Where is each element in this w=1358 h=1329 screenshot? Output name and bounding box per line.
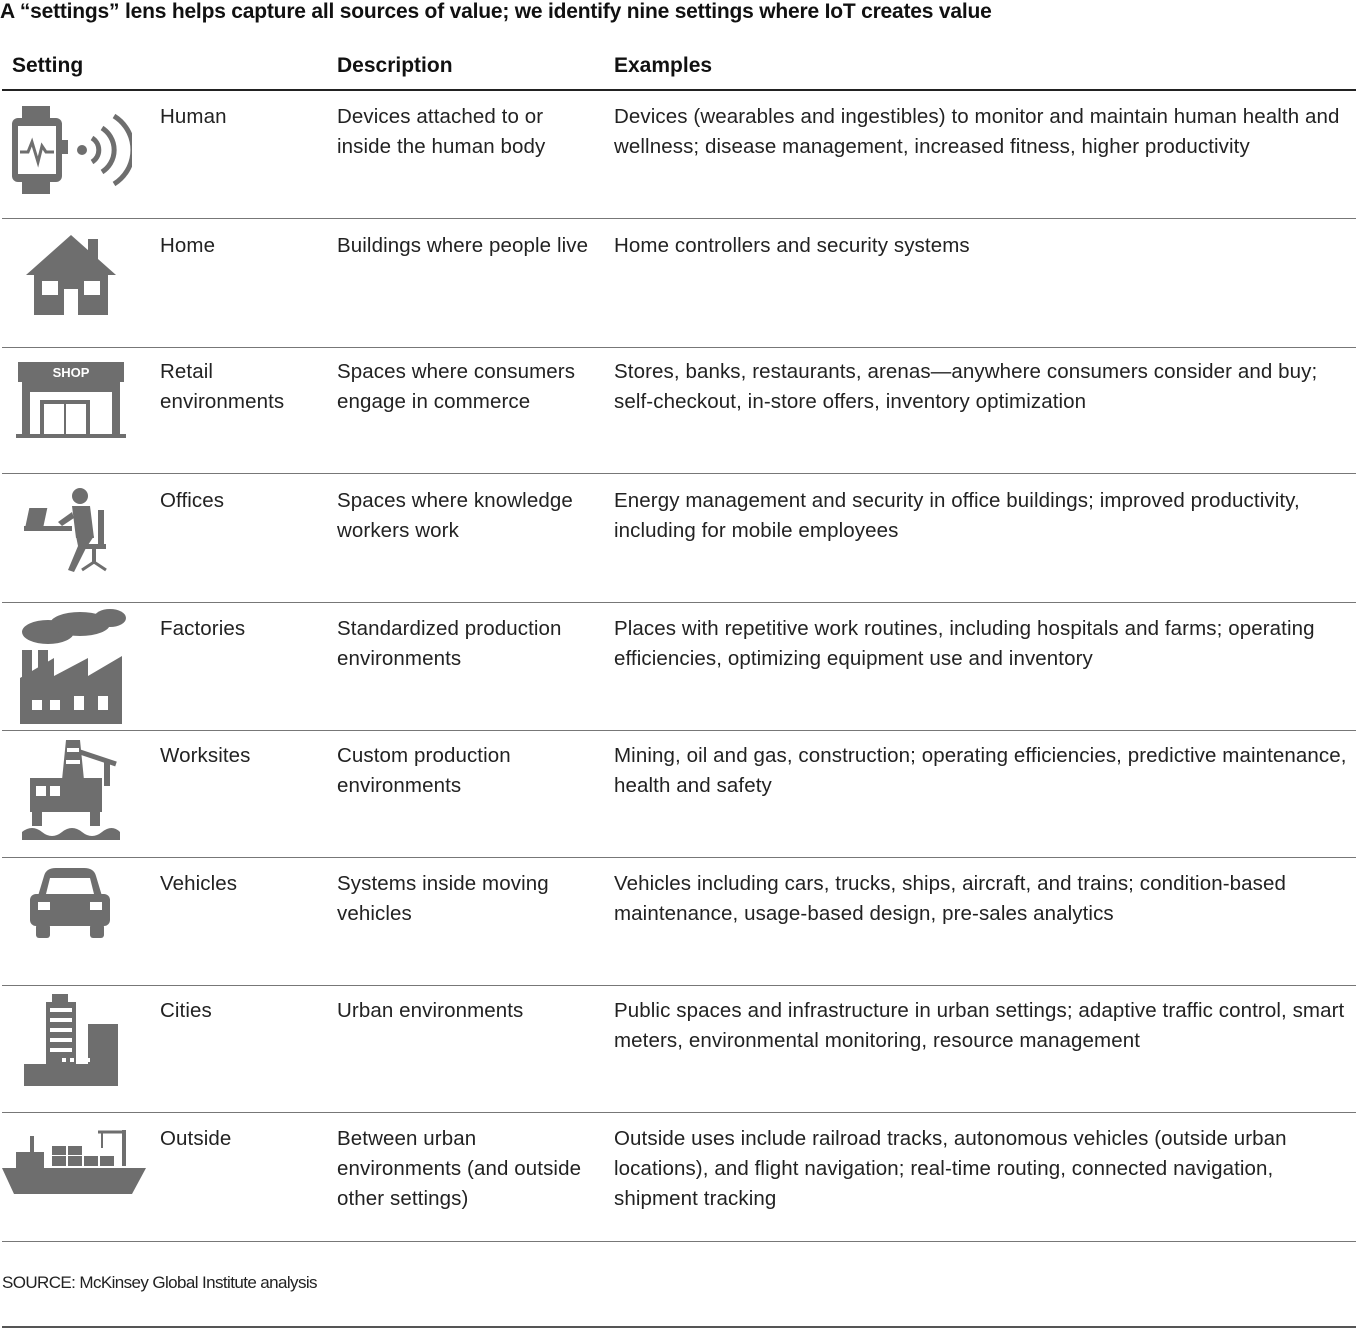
factory-icon (18, 608, 126, 729)
setting-description: Buildings where people live (337, 234, 589, 257)
setting-description: Standardized production environments (337, 617, 562, 670)
setting-name: Cities (160, 999, 212, 1022)
setting-description: Between urban environments (and outside other settings) (337, 1127, 582, 1210)
setting-description: Urban environments (337, 999, 524, 1022)
setting-examples: Vehicles including cars, trucks, ships, aircraft, and trains; condition-based maintenance, usage-based design, pre-sales analytics (614, 872, 1286, 925)
setting-examples: Public spaces and infrastructure in urban settings; adaptive traffic control, smart meters, environmental monitoring, resource management (614, 999, 1345, 1052)
car-icon (28, 866, 112, 945)
shop-icon (16, 362, 126, 443)
header-examples: Examples (614, 54, 713, 77)
row-divider (2, 1241, 1356, 1242)
setting-name: Human (160, 105, 227, 128)
cargo-ship-icon (2, 1128, 146, 1205)
setting-name: Retail environments (160, 360, 285, 413)
setting-name: Worksites (160, 744, 251, 767)
header-setting: Setting (12, 54, 84, 77)
setting-examples: Home controllers and security systems (614, 234, 970, 257)
header-description: Description (337, 54, 453, 77)
office-worker-icon (24, 486, 118, 579)
header-rule (2, 89, 1356, 91)
row-divider (2, 730, 1356, 731)
setting-description: Custom production environments (337, 744, 511, 797)
footer-rule (2, 1326, 1356, 1328)
setting-description: Spaces where consumers engage in commerce (337, 360, 576, 413)
row-divider (2, 857, 1356, 858)
house-icon (24, 233, 118, 322)
setting-name: Vehicles (160, 872, 238, 895)
setting-name: Outside (160, 1127, 232, 1150)
page-title: A “settings” lens helps capture all sources of value; we identify nine settings where IoT creates value (0, 0, 992, 23)
setting-name: Offices (160, 489, 225, 512)
row-divider (2, 473, 1356, 474)
setting-name: Factories (160, 617, 246, 640)
setting-description: Spaces where knowledge workers work (337, 489, 573, 542)
setting-examples: Energy management and security in office buildings; improved productivity, including for mobile employees (614, 489, 1300, 542)
row-divider (2, 218, 1356, 219)
setting-examples: Mining, oil and gas, construction; operating efficiencies, predictive maintenance, health and safety (614, 744, 1347, 797)
row-divider (2, 1112, 1356, 1113)
source-note: SOURCE: McKinsey Global Institute analysis (2, 1273, 317, 1292)
oil-rig-icon (20, 740, 120, 845)
setting-description: Systems inside moving vehicles (337, 872, 549, 925)
smartwatch-icon (8, 104, 132, 203)
row-divider (2, 602, 1356, 603)
setting-examples: Outside uses include railroad tracks, autonomous vehicles (outside urban locations), and flight navigation; real-time routing, connected navigation, shipment tracking (614, 1127, 1287, 1210)
row-divider (2, 985, 1356, 986)
shop-sign-text: SHOP (52, 365, 90, 380)
setting-description: Devices attached to or inside the human body (337, 105, 546, 158)
city-building-icon (22, 994, 120, 1091)
setting-examples: Devices (wearables and ingestibles) to monitor and maintain human health and wellness; disease management, increased fitness, higher productivity (614, 105, 1340, 158)
setting-name: Home (160, 234, 216, 257)
row-divider (2, 347, 1356, 348)
setting-examples: Stores, banks, restaurants, arenas—anywhere consumers consider and buy; self-checkout, in-store offers, inventory optimization (614, 360, 1318, 413)
setting-examples: Places with repetitive work routines, including hospitals and farms; operating efficiencies, optimizing equipment use and inventory (614, 617, 1315, 670)
